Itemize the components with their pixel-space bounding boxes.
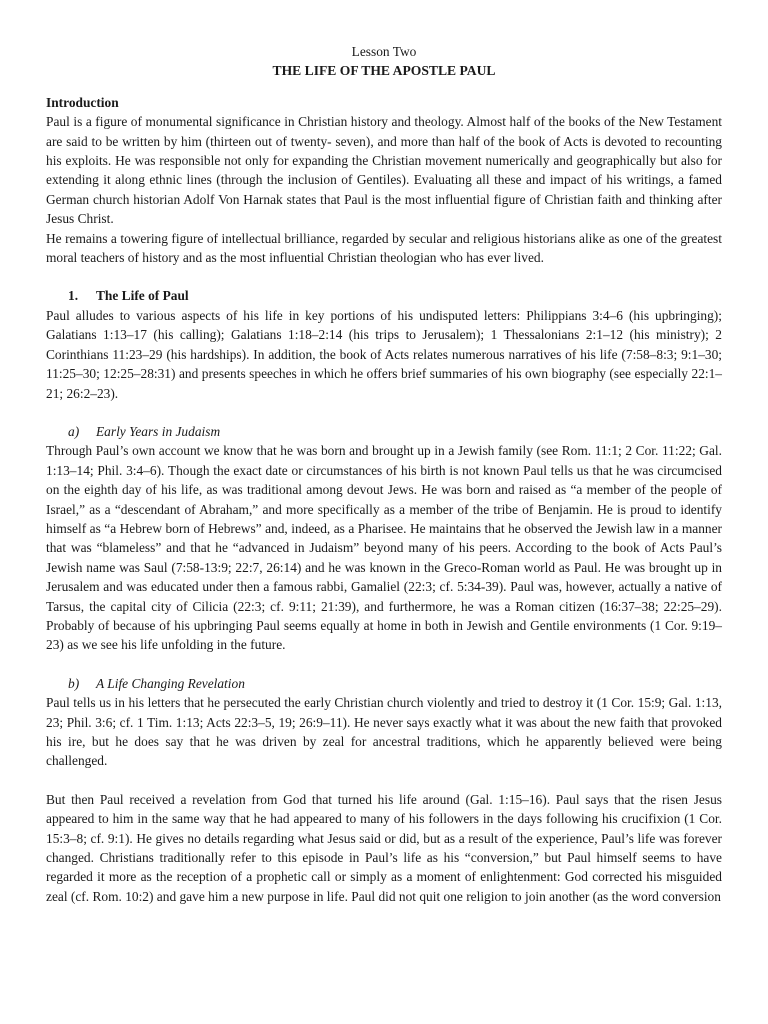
intro-paragraph-1: Paul is a figure of monumental significance in Christian history and theology. Almost half of the books of the New Testament are said to be written by him (thirteen out of twenty- seven), and more than half of the book of Acts is devoted to recounting his exploits. He was responsible not only for expanding the Christian movement numerically and geographically but also for extending it along ethnic lines (through the inclusion of Gentiles). Evaluating all these and impact of his writings, a famed German church historian Adolf Von Harnak states that Paul is the most influential figure of Christian faith and thinking after Jesus Christ. — [46, 114, 722, 227]
section-b-paragraph-1: Paul tells us in his letters that he persecuted the early Christian church violently and tried to destroy it (1 Cor. 15:9; Gal. 1:13, 23; Phil. 3:6; cf. 1 Tim. 1:13; Acts 22:3–5, 19; 26:9–11). He never says exactly what it was about the new faith that provoked his ire, but he does say that he was driven by zeal for ancestral traditions, which he apparently believed were being challenged. — [46, 695, 722, 769]
section-b-paragraph-2: But then Paul received a revelation from God that turned his life around (Gal. 1:15–16). Paul says that the risen Jesus appeared to him in the same way that he had appeared to many of his followers in the days following his crucifixion (1 Cor. 15:3–8; cf. 9:1). He gives no details regarding what Jesus said or did, but as a result of the experience, Paul’s life was forever changed. Christians traditionally refer to this episode in Paul’s life as his “conversion,” but Paul himself seems to have regarded it more as the reception of a prophetic call or simply as a moment of enlightenment: God corrected his misguided zeal (cf. Rom. 10:2) and gave him a new purpose in life. Paul did not quit one religion to join another (as the word conversion — [46, 791, 722, 904]
lesson-label: Lesson Two — [351, 44, 417, 59]
intro-heading: Introduction — [46, 94, 119, 110]
section-a-paragraph: Through Paul’s own account we know that he was born and brought up in a Jewish family (see Rom. 11:1; 2 Cor. 11:22; Gal. 1:13–14; Phil. 3:4–6). Though the exact date or circumstances of his birth is not known Paul tells us that he was circumcised on the eighth day of his life, as was traditional among devout Jews. He was born and raised as “a member of the people of Israel,” as a “descendant of Abraham,” and more specifically as a member of the tribe of Benjamin. He is proud to identify himself as “a Hebrew born of Hebrews” and, indeed, as a Pharisee. He maintains that he observed the Jewish law in a manner that was “blameless” and that he “advanced in Judaism” beyond many of his peers. According to the book of Acts Paul’s Jewish name was Saul (7:58-13:9; 22:7, 26:14) and he was known in the Greco-Roman world as Paul. He was brought up in Jerusalem and was educated under then a famous rabbi, Gamaliel (22:3; cf. 5:34-39). Paul was, however, actually a native of Tarsus, the capital city of Cilicia (22:3; cf. 9:11; 21:39), and furthermore, he was a Roman citizen (16:37–38; 22:25–29). Probably of because of his upbringing Paul seems equally at home in both in Jewish and Gentile environments (1 Cor. 9:19–23) as we see his life unfolding in the future. — [46, 443, 722, 653]
section-a-heading — [46, 422, 722, 441]
section-b-heading — [46, 674, 722, 693]
section-1-paragraph: Paul alludes to various aspects of his life in key portions of his undisputed letters: Philippians 3:4–6 (his upbringing); Galatians 1:13–17 (his calling); Galatians 1:18–2:14 (his trips to Jerusalem); 1 Thessalonians 2:1–12 (his ministry); 2 Corinthians 11:23–29 (his hardships). In addition, the book of Acts relates numerous narratives of his life (7:58–8:3; 9:1–30; 11:25–30; 12:25–28:31) and presents speeches in which he offers brief summaries of his own biography (see especially 22:1–21; 26:2–23). — [46, 307, 722, 401]
section-1-title: The Life of Paul — [96, 288, 189, 304]
section-1-number: 1. — [68, 288, 79, 304]
document-title: THE LIFE OF THE APOSTLE PAUL — [272, 63, 496, 79]
intro-paragraph-2: He remains a towering figure of intellectual brilliance, regarded by secular and religious historians alike as one of the greatest moral teachers of history and as the most influential Christian theologian who has ever lived. — [46, 230, 722, 266]
section-b-number: b) — [68, 675, 80, 691]
section-a-title: Early Years in Judaism — [96, 423, 221, 439]
section-1-heading — [46, 286, 722, 305]
section-b-title: A Life Changing Revelation — [96, 675, 245, 691]
section-a-number: a) — [68, 423, 80, 439]
